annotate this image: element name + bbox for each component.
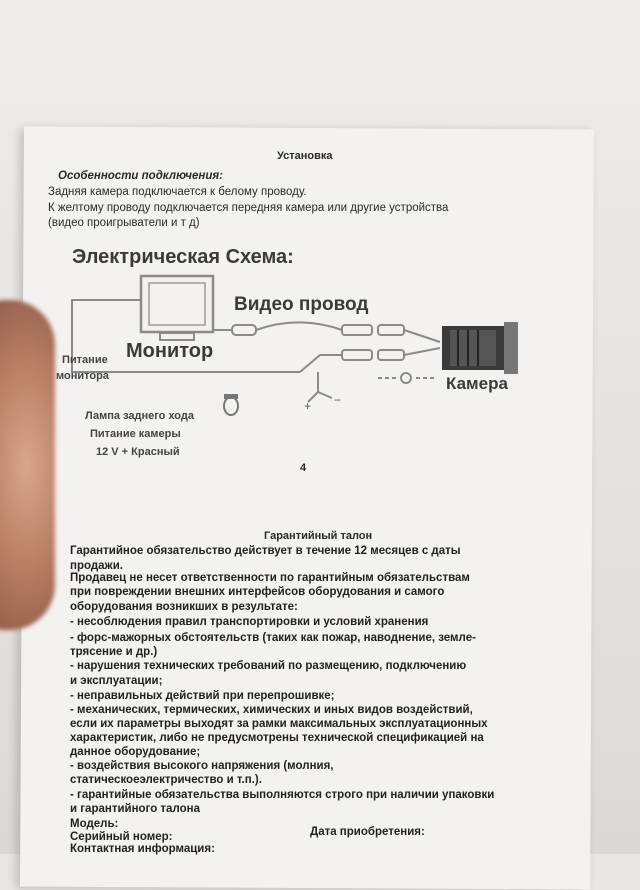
reverse-lamp-label: Лампа заднего хода [85,410,194,422]
thumb [0,300,55,630]
contact-field: Контактная информация: [70,843,215,855]
purchase-date-field: Дата приобретения: [310,826,425,838]
text-line: - несоблюдения правил транспортировки и условий хранения [70,616,429,628]
text-line: при повреждении внешних интерфейсов оборудования и самого [70,586,445,598]
page-number: 4 [300,462,307,474]
text-line: - нарушения технических требований по размещению, подключению [70,660,467,672]
video-wire-label: Видео провод [234,294,369,315]
model-field: Модель: [70,818,119,830]
rca-connector-icon [342,325,372,335]
text-line: - неправильных действий при перепрошивке; [70,690,335,702]
camera-power-label: Питание камеры [90,428,181,440]
warranty-title: Гарантийный талон [264,530,373,542]
svg-text:+: + [304,399,312,413]
serial-field: Серийный номер: [70,831,173,843]
text-line: Гарантийное обязательство действует в течение 12 месяцев с даты [70,545,461,557]
text-line: и гарантийного талона [70,803,200,815]
monitor-power-label: монитора [56,370,109,382]
svg-text:−: − [334,393,342,407]
text-line: Продавец не несет ответственности по гарантийным обязательствам [70,572,470,584]
voltage-label: 12 V + Красный [96,446,180,458]
connection-subheading: Особенности подключения: [58,170,223,182]
text-line: статическоеэлектричество и т.п.). [70,774,262,786]
text-line: и эксплуатации; [70,675,163,687]
monitor-power-label: Питание [62,354,108,366]
rca-connector-icon [342,350,372,360]
section-heading: Установка [277,150,333,162]
rca-connector-icon [378,350,404,360]
diagram-title: Электрическая Схема: [72,246,294,268]
lamp-icon [224,394,238,415]
text-line: - воздействия высокого напряжения (молния, [70,760,334,772]
monitor-label: Монитор [126,340,214,362]
text-line: - механических, термических, химических и иных видов воздействий, [70,704,473,716]
text-line: если их параметры выходят за рамки максимальных эксплуатационных [70,718,488,730]
text-line: характеристик, либо не предусмотрены технической спецификацией на [70,732,484,744]
rca-connector-icon [378,325,404,335]
text-line: (видео проигрыватели и т д) [48,217,200,229]
text-line: продажи. [70,560,123,572]
text-line: - форс-мажорных обстоятельств (таких как пожар, наводнение, земле- [70,632,476,644]
text-line: К желтому проводу подключается передняя камера или другие устройства [48,202,449,214]
text-line: оборудования возникших в результате: [70,601,298,613]
text-line: данное оборудование; [70,746,201,758]
camera-icon [442,322,518,374]
rca-connector-icon [232,325,256,335]
monitor-icon [141,276,213,332]
text-line: - гарантийные обязательства выполняются строго при наличии упаковки [70,789,495,801]
camera-label: Камера [446,374,508,393]
text-line: трясение и др.) [70,646,158,658]
text-line: Задняя камера подключается к белому проводу. [48,186,307,198]
